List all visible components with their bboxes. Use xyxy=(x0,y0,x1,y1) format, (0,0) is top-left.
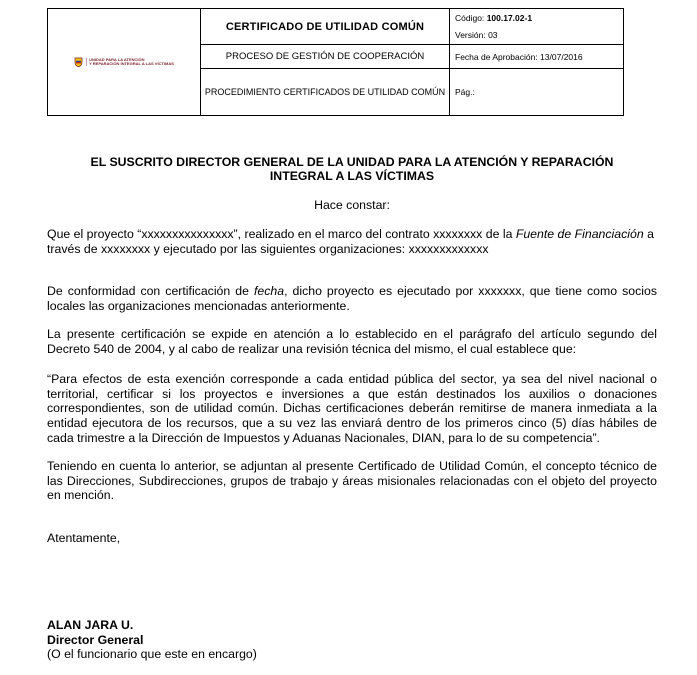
paragraph-2 xyxy=(47,284,657,313)
paragraph-2-italic: fecha xyxy=(253,284,285,298)
document-title-line-1: EL SUSCRITO DIRECTOR GENERAL DE LA UNIDAD PARA LA ATENCIÓN Y REPARACIÓN xyxy=(90,155,614,169)
paragraph-1-italic: Fuente de Financiación xyxy=(515,227,644,241)
version: Versión: 03 xyxy=(455,30,498,40)
paragraph-1-text-c: a través de xxxxxxxx y ejecutado por las siguientes organizaciones: xxxxxxxxxxxxx xyxy=(47,227,654,256)
paragraph-3: La presente certificación se expide en atención a lo establecido en el parágrafo del artículo segundo del Decreto 540 de 2004, y al cabo de realizar una revisión técnica del mismo, el cual establece que: xyxy=(47,327,657,356)
signer-note: (O el funcionario que este en encargo) xyxy=(47,647,257,662)
paragraph-5: Teniendo en cuenta lo anterior, se adjuntan al presente Certificado de Utilidad Común, el concepto técnico de las Direcciones, Subdirecciones, grupos de trabajo y áreas misionales relacionadas con el objeto del proyecto en mención. xyxy=(47,459,657,503)
paragraph-1 xyxy=(47,227,657,256)
procedure-cell: PROCEDIMIENTO CERTIFICADOS DE UTILIDAD COMÚN xyxy=(201,69,450,116)
paragraph-1-text-a: Que el proyecto “xxxxxxxxxxxxxxx”, realizado en el marco del contrato xxxxxxxx de la xyxy=(47,227,516,241)
document-title xyxy=(47,155,657,183)
document-title-line-2: INTEGRAL A LAS VÍCTIMAS xyxy=(269,169,435,183)
closing: Atentamente, xyxy=(47,531,121,545)
process-cell: PROCESO DE GESTIÓN DE COOPERACIÓN xyxy=(201,45,450,69)
logo-line-2: Y REPARACIÓN INTEGRAL A LAS VÍCTIMAS xyxy=(89,61,174,66)
paragraph-4-quote: “Para efectos de esta exención corresponde a cada entidad pública del sector, ya sea del nivel nacional o territorial, certificar si los proyectos e inversiones a que están destinados los auxilios o donaciones correspondientes, son de utilidad común. Dichas certificaciones deberán remitirse de manera inmediata a la entidad ejecutora de los recursos, que a su vez las enviará dentro de los primeros cinco (5) días hábiles de cada trimestre a la Dirección de Impuestos y Aduanas Nacionales, DIAN, para lo de su competencia”. xyxy=(47,372,657,445)
code-label: Código: xyxy=(455,13,485,23)
signer-title: Director General xyxy=(47,632,144,647)
signer-name: ALAN JARA U. xyxy=(47,618,134,632)
approval-date: Fecha de Aprobación: 13/07/2016 xyxy=(450,45,624,69)
hace-constar: Hace constar: xyxy=(314,198,390,212)
logo-cell xyxy=(48,9,201,116)
code-value: 100.17.02-1 xyxy=(486,13,533,23)
paragraph-2-text-c: , dicho proyecto es ejecutado por xxxxxxx, que tiene como socios locales las organizaciones mencionadas anteriormente. xyxy=(47,284,657,313)
paragraph-2-text-a: De conformidad con certificación de xyxy=(47,284,254,298)
code-cell xyxy=(450,9,624,45)
logo-text xyxy=(86,58,174,67)
logo-line-1: UNIDAD PARA LA ATENCIÓN xyxy=(89,56,145,62)
document-header-table xyxy=(47,8,624,116)
signature-block xyxy=(47,618,657,662)
coat-of-arms-icon xyxy=(74,57,83,67)
page-number-cell: Pág.: xyxy=(450,69,624,116)
document-title-cell: CERTIFICADO DE UTILIDAD COMÚN xyxy=(201,9,450,45)
institution-logo xyxy=(48,57,200,67)
